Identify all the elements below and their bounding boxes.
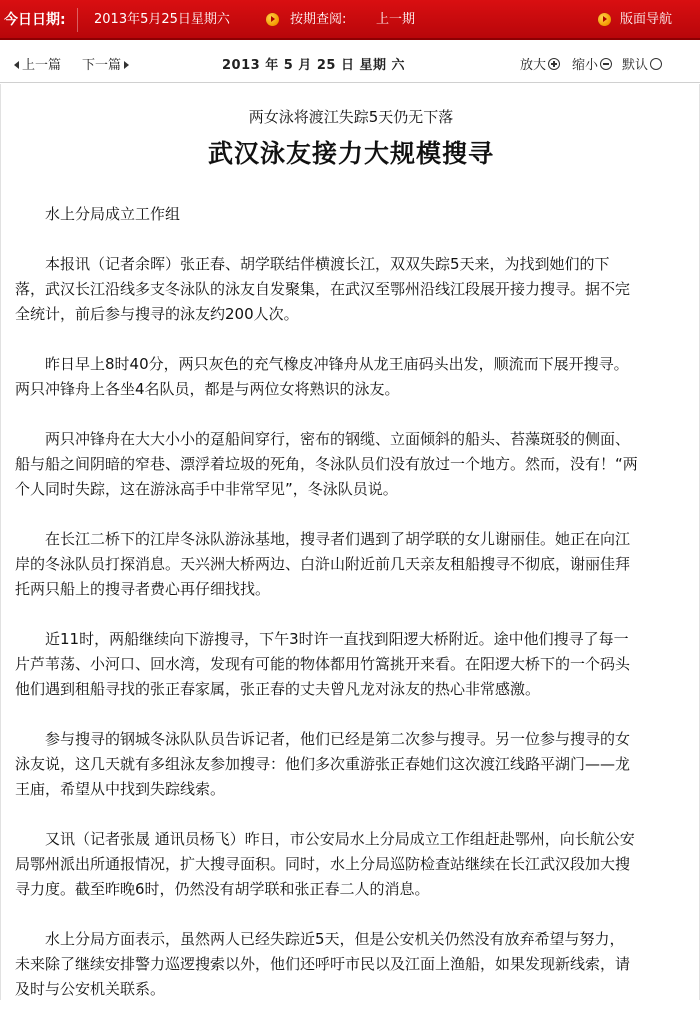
prev-article-label: 上一篇 [22,58,62,73]
arrow-circle-icon [266,13,279,26]
zoom-default-label: 默认 [622,58,649,73]
article-toolbar [0,42,700,83]
article-paragraph: 本报讯（记者余晖）张正春、胡学联结伴横渡长江，双双失踪5天来，为找到她们的下落，武汉长江沿线多支冬泳队的泳友自发聚集，在武汉至鄂州沿线江段展开接力搜寻。据不完全统计，前后参与搜寻的泳友约200人次。 [15,255,631,323]
minus-circle-icon [600,58,612,70]
article-headline: 武汉泳友接力大规模搜寻 [207,139,494,168]
article-paragraph: 在长江二桥下的江岸冬泳队游泳基地，搜寻者们遇到了胡学联的女儿谢丽佳。她正在向江岸的冬泳队员打探消息。天兴洲大桥两边、白浒山附近前几天亲友租船搜寻不彻底，谢丽佳拜托两只船上的搜寻者费心再仔细找找。 [15,530,631,598]
next-article-label: 下一篇 [82,58,122,73]
circle-icon [650,58,662,70]
page-nav-link[interactable]: 版面导航 [620,12,673,27]
article-section-heading: 水上分局成立工作组 [45,205,181,223]
article-paragraph: 两只冲锋舟在大大小小的趸船间穿行，密布的钢缆、立面倾斜的船头、苔藻斑驳的侧面、船与船之间阴暗的窄巷、漂浮着垃圾的死角，冬泳队员们没有放过一个地方。然而，没有！“两个人同时失踪，这在游泳高手中非常罕见”，冬泳队员说。 [15,430,638,498]
zoom-default-button[interactable] [622,54,662,73]
zoom-in-button[interactable] [520,54,560,73]
article [0,84,700,1000]
prev-issue-link[interactable]: 上一期 [376,12,416,27]
issue-date: 2013 年 5 月 25 日 星期 六 [222,58,405,73]
zoom-in-label: 放大 [520,58,547,73]
article-subtitle: 两女泳将渡江失踪5天仍无下落 [248,108,454,126]
date-value: 2013年5月25日星期六 [94,12,230,27]
arrow-circle-icon [598,13,611,26]
date-label: 今日日期: [0,0,74,40]
article-body [15,202,639,1027]
zoom-out-button[interactable] [572,54,612,73]
zoom-out-label: 缩小 [572,58,599,73]
article-paragraph: 又讯（记者张晟 通讯员杨飞）昨日，市公安局水上分局成立工作组赶赴鄂州，向长航公安局鄂州派出所通报情况，扩大搜寻面积。同时，水上分局巡防检查站继续在长江武汉段加大搜寻力度。截至昨晚6时，仍然没有胡学联和张正春二人的消息。 [15,830,635,898]
article-paragraph: 水上分局方面表示，虽然两人已经失踪近5天，但是公安机关仍然没有放弃希望与努力，未来除了继续安排警力巡逻搜索以外，他们还呼吁市民以及江面上渔船，如果发现新线索，请及时与公安机关联系。 [15,930,631,998]
query-label: 按期查阅: [290,12,347,27]
article-paragraph: 近11时，两船继续向下游搜寻，下午3时许一直找到阳逻大桥附近。途中他们搜寻了每一片芦苇荡、小河口、回水湾，发现有可能的物体都用竹篙挑开来看。在阳逻大桥下的一个码头他们遇到租船寻找的张正春家属，张正春的丈夫曾凡龙对泳友的热心非常感激。 [15,630,631,698]
top-bar [0,0,700,40]
chevron-right-icon [124,61,129,69]
chevron-left-icon [14,61,19,69]
article-paragraph: 参与搜寻的钢城冬泳队队员告诉记者，他们已经是第二次参与搜寻。另一位参与搜寻的女泳友说，这几天就有多组泳友参加搜寻：他们多次重游张正春她们这次渡江线路平湖门——龙王庙，希望从中找到失踪线索。 [15,730,631,798]
article-paragraph: 昨日早上8时40分，两只灰色的充气橡皮冲锋舟从龙王庙码头出发，顺流而下展开搜寻。两只冲锋舟上各坐4名队员，都是与两位女将熟识的泳友。 [15,355,629,398]
prev-article-link[interactable] [14,54,61,73]
next-article-link[interactable] [82,54,129,73]
plus-circle-icon [548,58,560,70]
